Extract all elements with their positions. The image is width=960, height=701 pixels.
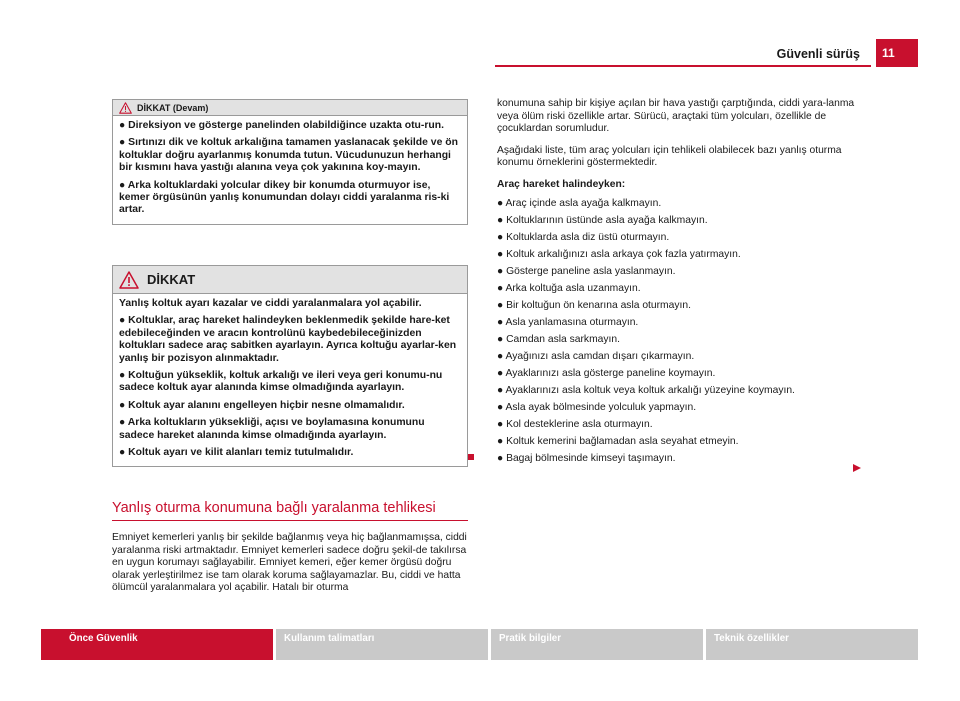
- list-item: ● Bir koltuğun ön kenarına asla oturmayın.: [497, 299, 691, 311]
- list-item: ● Asla yanlamasına oturmayın.: [497, 316, 639, 328]
- list-item: ● Arka koltuğa asla uzanmayın.: [497, 282, 641, 294]
- section-paragraph: Emniyet kemerleri yanlış bir şekilde bağlanmış veya hiç bağlanmamışsa, ciddi yaralanma riski artmaktadır. Emniyet kemerleri sadece doğru şekil-de takılırsa en uygun korumayı sağlayabilir. Emniyet kemeri, eğer kemer örgüsü doğru olarak yerleştirilmez ise tam olarak koruma sağlayamazlar. Bu, ciddi ve hatta ölümcül yaralanmalara yol açabilir. Hatalı bir oturma: [112, 532, 467, 594]
- warning-box-body: [113, 294, 467, 466]
- list-subheading: Araç hareket halindeyken:: [497, 178, 626, 190]
- list-item: ● Koltuklarının üstünde asla ayağa kalkmayın.: [497, 214, 708, 226]
- section-end-marker: [468, 454, 474, 460]
- warning-box-title: DİKKAT (Devam): [137, 102, 209, 113]
- warning-box-continued: [112, 99, 468, 225]
- warning-box-header: [113, 100, 467, 116]
- warning-item: ● Direksiyon ve gösterge panelinden olabildiğince uzakta otu-run.: [119, 120, 444, 131]
- section-title: Yanlış oturma konumuna bağlı yaralanma tehlikesi: [112, 500, 436, 516]
- list-item: ● Kol desteklerine asla oturmayın.: [497, 418, 653, 430]
- list-item: ● Ayaklarınızı asla koltuk veya koltuk arkalığı yüzeyine koymayın.: [497, 384, 795, 396]
- list-item: ● Ayaklarınızı asla gösterge paneline koymayın.: [497, 367, 716, 379]
- warning-intro: Yanlış koltuk ayarı kazalar ve ciddi yaralanmalara yol açabilir.: [119, 298, 422, 309]
- warning-box-header: [113, 266, 467, 294]
- triangle-right-icon: [852, 463, 862, 473]
- paragraph: Aşağıdaki liste, tüm araç yolcuları için tehlikeli olabilecek bazı yanlış oturma konumu örneklerini göstermektedir.: [497, 144, 842, 169]
- list-item: ● Koltuklarda asla diz üstü oturmayın.: [497, 231, 670, 243]
- section-title-rule: [112, 520, 468, 521]
- warning-item: ● Koltuk ayar alanını engelleyen hiçbir nesne olmamalıdır.: [119, 399, 405, 411]
- list-item: ● Gösterge paneline asla yaslanmayın.: [497, 265, 676, 277]
- paragraph: konumuna sahip bir kişiye açılan bir hava yastığı çarptığında, ciddi yara-lanma veya ölüm riski özellikle artar. Sürücü, araçtaki tüm yolcuları, özellikle de çocuklardan sorumludur.: [497, 98, 855, 135]
- list-item: ● Ayağınızı asla camdan dışarı çıkarmayın.: [497, 350, 695, 362]
- page-header-title: Güvenli sürüş: [776, 47, 860, 61]
- header-rule: [495, 65, 871, 67]
- bullet-list: [497, 198, 867, 470]
- footer-tab-practical[interactable]: Pratik bilgiler: [491, 629, 703, 660]
- right-column: [497, 98, 867, 470]
- list-item: ● Asla ayak bölmesinde yolculuk yapmayın.: [497, 401, 697, 413]
- list-item: ● Camdan asla sarkmayın.: [497, 333, 620, 345]
- warning-item: ● Koltuklar, araç hareket halindeyken beklenmedik şekilde hare-ket edebileceğinden ve aracın kontrolünü kaybedebileceğinizden koltukları sadece araç sabitken ayarlayın. Ayrıca koltuğu ayarlar-ken yanlış bir pozisyon alınmaktadır.: [119, 315, 457, 364]
- footer-tab-safety[interactable]: Önce Güvenlik: [41, 629, 273, 660]
- warning-box-title: DİKKAT: [147, 272, 196, 287]
- warning-triangle-icon: [119, 102, 132, 114]
- warning-triangle-icon: [119, 271, 139, 289]
- warning-item: ● Koltuğun yükseklik, koltuk arkalığı ve ileri veya geri konumu-nu sadece koltuk ayar alanında kimse olmadığında ayarlayın.: [119, 370, 443, 394]
- warning-box-body: [113, 116, 467, 224]
- list-item: ● Koltuk kemerini bağlamadan asla seyahat etmeyin.: [497, 435, 739, 447]
- footer-tab-operating[interactable]: Kullanım talimatları: [276, 629, 488, 660]
- footer-navigation: [41, 629, 918, 660]
- list-item: ● Koltuk arkalığınızı asla arkaya çok fazla yatırmayın.: [497, 248, 741, 260]
- warning-item: ● Sırtınızı dik ve koltuk arkalığına tamamen yaslanacak şekilde ve ön koltuklar doğru ayarlanmış konumda tutun. Vücudunuzun herhangi bir kısmını hava yastığı alanına veya çok yakınına koy-mayın.: [119, 137, 458, 174]
- warning-item: ● Arka koltukların yüksekliği, açısı ve boylamasına konumunu sadece hareket alanında kimse olmadığında ayarlayın.: [119, 417, 425, 441]
- warning-item: ● Arka koltuklardaki yolcular dikey bir konumda oturmuyor ise, kemer örgüsünün yanlış konumundan dolayı ciddi yaralanma ris-ki artar.: [119, 179, 450, 216]
- page-number: 11: [876, 39, 918, 67]
- list-item: ● Araç içinde asla ayağa kalkmayın.: [497, 197, 662, 209]
- warning-box: [112, 265, 468, 467]
- footer-tab-technical[interactable]: Teknik özellikler: [706, 629, 918, 660]
- list-item: ● Bagaj bölmesinde kimseyi taşımayın.: [497, 452, 676, 464]
- warning-item: ● Koltuk ayarı ve kilit alanları temiz tutulmalıdır.: [119, 447, 354, 459]
